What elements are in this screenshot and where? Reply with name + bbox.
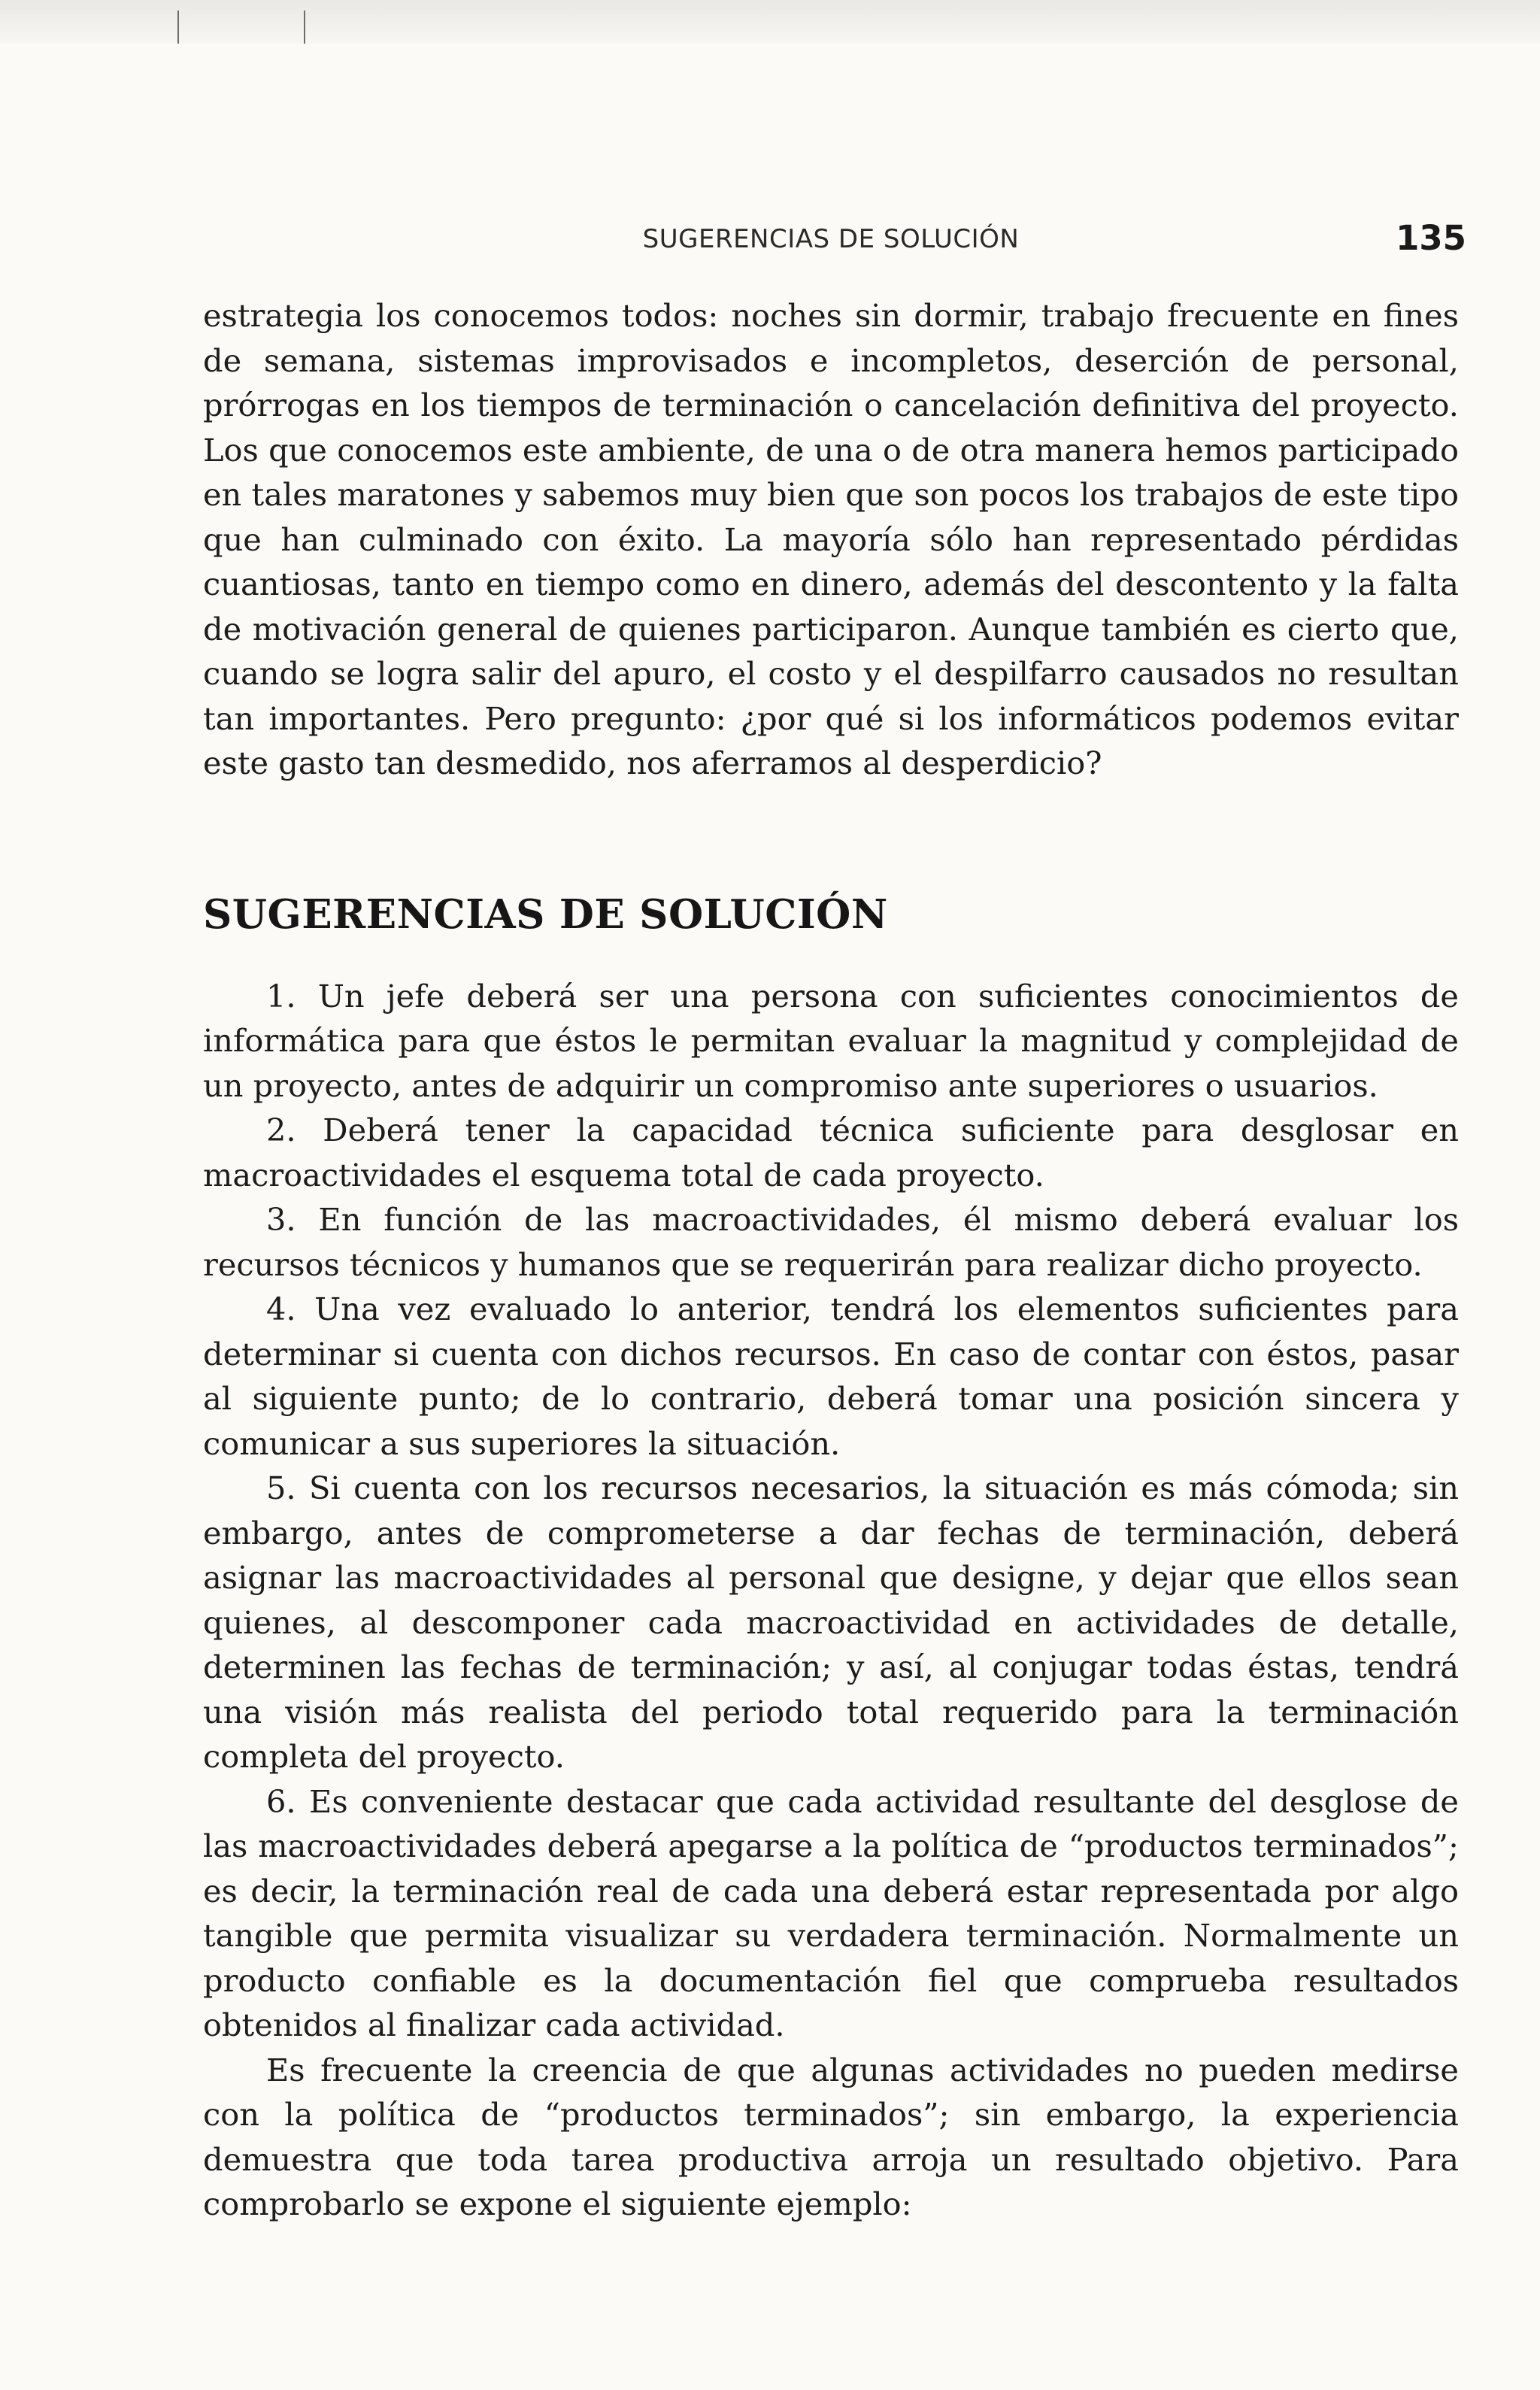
list-item: 4. Una vez evaluado lo anterior, tendrá los elementos suficientes para determinar si cuenta con dichos recursos. En caso de contar con éstos, pasar al siguiente punto; de lo contrario, deberá tomar una posición sincera y comunicar a sus superiores la situación. [203, 1291, 1459, 1462]
closing-paragraph: Es frecuente la creencia de que algunas actividades no pueden medirse con la política de “productos terminados”; sin embargo, la experiencia demuestra que toda tarea productiva arroja un resultado objetivo. Para comprobarlo se expone el siguiente ejemplo: [203, 2051, 1459, 2222]
list-item: 5. Si cuenta con los recursos necesarios, la situación es más cómoda; sin embargo, antes de comprometerse a dar fechas de terminación, deberá asignar las macroactividades al personal que designe, y dejar que ellos sean quienes, al descomponer cada macroactividad en actividades de detalle, determinen las fechas de terminación; y así, al conjugar todas éstas, tendrá una visión más realista del periodo total requerido para la terminación completa del proyecto. [203, 1469, 1459, 1775]
page-number: 135 [1396, 218, 1466, 258]
list-item: 3. En función de las macroactividades, él mismo deberá evaluar los recursos técnicos y humanos que se requerirán para realizar dicho proyecto. [203, 1201, 1459, 1283]
intro-paragraph: estrategia los conocemos todos: noches sin dormir, trabajo frecuente en fines de semana, sistemas improvisados e incompletos, deserción de personal, prórrogas en los tiempos de terminación o cancelación definitiva del proyecto. Los que conocemos este ambiente, de una o de otra manera hemos participado en tales maratones y sabemos muy bien que son pocos los trabajos de este tipo que han culminado con éxito. La mayoría sólo han representado pérdidas cuantiosas, tanto en tiempo como en dinero, además del descontento y la falta de motivación general de quienes participaron. Aunque también es cierto que, cuando se logra salir del apuro, el costo y el despilfarro causados no resultan tan importantes. Pero pregunto: ¿por qué si los informáticos podemos evitar este gasto tan desmedido, nos aferramos al desperdicio? [203, 297, 1459, 781]
section-heading: SUGERENCIAS DE SOLUCIÓN [203, 890, 888, 938]
book-page [203, 218, 1466, 2227]
list-item: 1. Un jefe deberá ser una persona con suficientes conocimientos de informática para que éstos le permitan evaluar la magnitud y complejidad de un proyecto, antes de adquirir un compromiso ante superiores o usuarios. [203, 977, 1459, 1104]
list-item: 2. Deberá tener la capacidad técnica suficiente para desglosar en macroactividades el esquema total de cada proyecto. [203, 1112, 1459, 1193]
scan-edge-mark [177, 11, 179, 44]
scan-top-edge [0, 0, 1540, 44]
scan-edge-mark [304, 11, 305, 44]
running-header [203, 218, 1466, 263]
running-title: SUGERENCIAS DE SOLUCIÓN [642, 224, 1020, 254]
list-item: 6. Es conveniente destacar que cada actividad resultante del desglose de las macroactividades deberá apegarse a la política de “productos terminados”; es decir, la terminación real de cada una deberá estar representada por algo tangible que permita visualizar su verdadera terminación. Normalmente un producto confiable es la documentación fiel que comprueba resultados obtenidos al finalizar cada actividad. [203, 1782, 1459, 2043]
